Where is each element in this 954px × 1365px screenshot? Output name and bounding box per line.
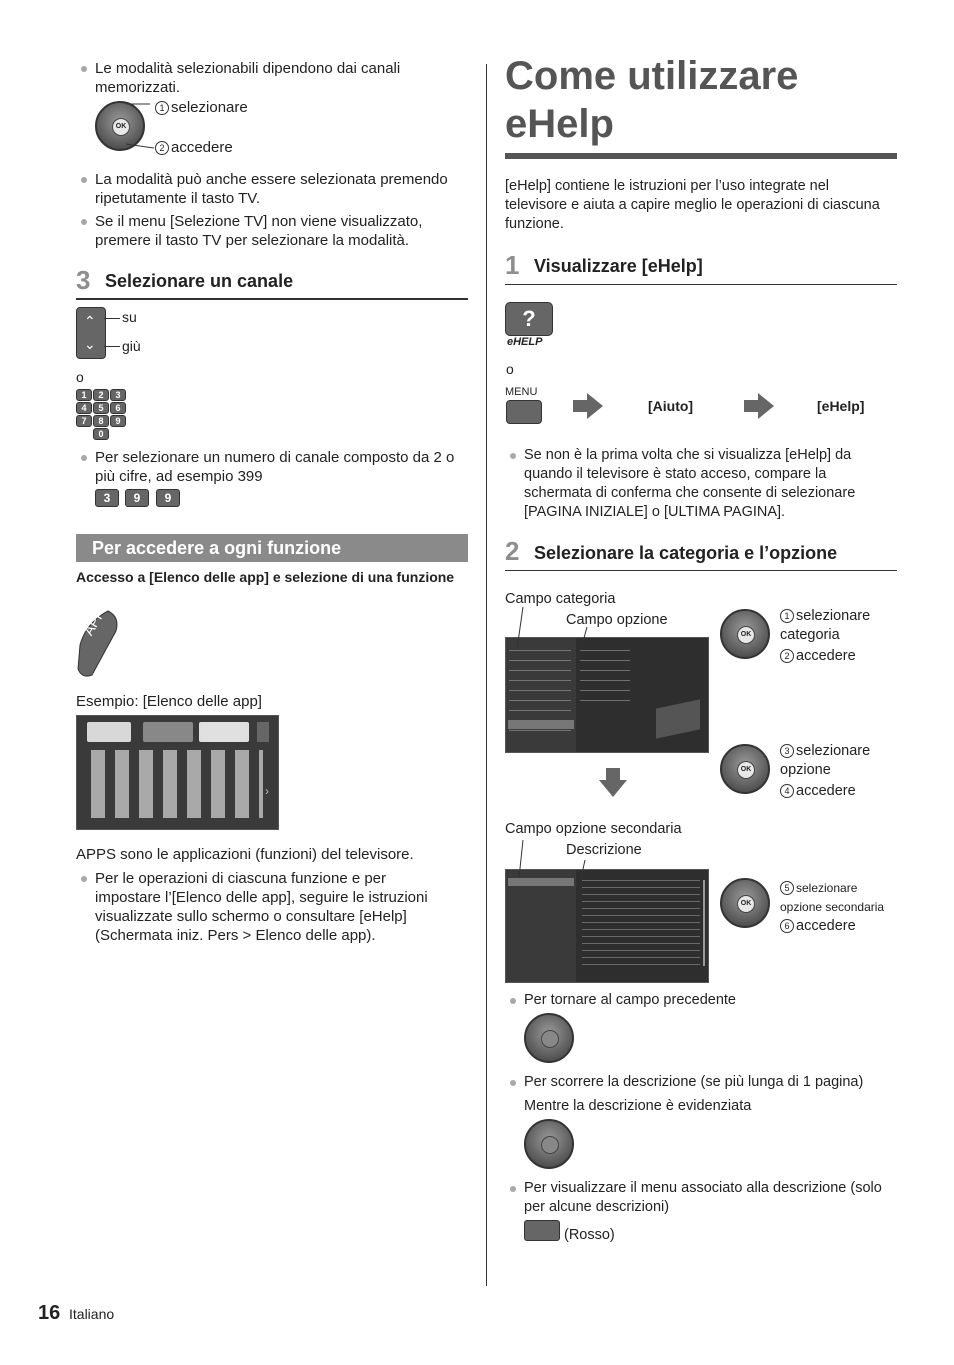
bullet-dot: [510, 453, 516, 459]
circled-number: 1: [780, 609, 794, 623]
app-icon-grid: [91, 750, 263, 818]
ok-icon: OK: [737, 761, 755, 779]
section-header: [76, 534, 468, 562]
section-title: Per accedere a ogni funzione: [92, 538, 342, 558]
label-text: accedere: [796, 648, 856, 664]
circled-number: 5: [780, 881, 794, 895]
circled-number: 2: [155, 141, 169, 155]
label-text: selezionare opzione secondaria: [780, 881, 885, 914]
category-panel: [506, 638, 576, 752]
ehelp-key-label: eHELP: [507, 336, 543, 348]
bullet-text: Per selezionare un numero di canale composto da 2 o più cifre, ad esempio 399: [95, 449, 455, 485]
numkey: 8: [93, 415, 109, 427]
numkey: 1: [76, 389, 92, 401]
ok-label-select: [155, 98, 248, 117]
label-text: selezionare opzione: [780, 743, 871, 778]
arrow-down-icon: [599, 780, 627, 797]
menu-step-ehelp: [eHelp]: [817, 398, 865, 414]
ok-label-enter: [155, 138, 233, 157]
divider: [76, 298, 468, 300]
apps-button-label: APPS: [80, 597, 113, 638]
numkey: 3: [110, 389, 126, 401]
bullet-text: Per visualizzare il menu associato alla descrizione (solo per alcune descrizioni): [524, 1180, 882, 1215]
or-text: o: [506, 361, 514, 377]
label-text: selezionare categoria: [780, 608, 871, 643]
bullet-text: Se il menu [Selezione TV] non viene visualizzato, premere il tasto TV per selezionare la modalità.: [95, 213, 423, 249]
page-title-line: eHelp: [505, 102, 614, 146]
numkey: 9: [110, 415, 126, 427]
example-key: 9: [125, 489, 149, 507]
ok-button-pad: [720, 744, 770, 794]
circled-number: 2: [780, 649, 794, 663]
intro-text: [eHelp] contiene le istruzioni per l’uso integrate nel televisore e aiuta a capire meglio le operazioni di ciascuna funzione.: [505, 178, 880, 232]
app-tile: [199, 722, 249, 742]
channel-key: [76, 307, 106, 359]
circled-number: 6: [780, 919, 794, 933]
bullet-dot: [81, 455, 87, 461]
ehelp-key: ?: [505, 302, 553, 336]
option-list: [580, 650, 630, 710]
example-key: 9: [156, 489, 180, 507]
or-text: o: [76, 369, 84, 385]
numkey: 7: [76, 415, 92, 427]
page-title-line: Come utilizzare: [505, 54, 799, 98]
numkey: 6: [110, 402, 126, 414]
column-divider: [486, 64, 487, 1286]
sub-option-panel: [506, 870, 576, 982]
ok-icon: OK: [112, 118, 130, 136]
ok-label: [780, 879, 900, 917]
apps-list-screenshot: [76, 715, 279, 830]
ok-button-pad: [720, 878, 770, 928]
arrow-right-icon: [587, 393, 603, 419]
description-text-area: [582, 880, 700, 968]
example-label: Esempio: [Elenco delle app]: [76, 693, 262, 710]
ok-icon: OK: [737, 895, 755, 913]
bullet-text: Per tornare al campo precedente: [524, 992, 736, 1008]
menu-key-label: MENU: [505, 386, 538, 398]
ok-button-pad: [524, 1119, 574, 1169]
ok-icon: [541, 1030, 559, 1048]
apps-desc: APPS sono le applicazioni (funzioni) del televisore.: [76, 846, 414, 863]
bullet-dot: [81, 876, 87, 882]
chevron-down-icon: ⌄: [84, 336, 96, 352]
circled-number: 1: [155, 101, 169, 115]
menu-key: [506, 400, 542, 424]
circled-number: 4: [780, 784, 794, 798]
app-tile: [143, 722, 193, 742]
label-descrizione: Descrizione: [566, 842, 642, 858]
sub-text: Mentre la descrizione è evidenziata: [524, 1098, 752, 1114]
page-number: 16: [38, 1302, 61, 1324]
ok-icon: OK: [737, 626, 755, 644]
circled-number: 3: [780, 744, 794, 758]
numkey: 5: [93, 402, 109, 414]
callout-line: [104, 318, 120, 319]
divider: [505, 284, 897, 285]
footer-language: Italiano: [69, 1306, 115, 1322]
numkey: 0: [93, 428, 109, 440]
book-illustration: [656, 699, 700, 738]
bullet-dot: [81, 219, 87, 225]
label-campo-opzione: Campo opzione: [566, 612, 668, 628]
callout-lines: [505, 838, 605, 883]
bullet-dot: [81, 177, 87, 183]
label-campo-categoria: Campo categoria: [505, 591, 616, 607]
red-key-label: (Rosso): [564, 1227, 615, 1243]
step-number: 1: [505, 250, 520, 280]
chevron-up-icon: ⌃: [84, 313, 96, 329]
bullet-text: La modalità può anche essere selezionata premendo ripetutamente il tasto TV.: [95, 171, 448, 207]
ok-label: [780, 742, 892, 780]
label-text: accedere: [796, 783, 856, 799]
numkey: 4: [76, 402, 92, 414]
category-selected: [508, 720, 574, 729]
label-down: giù: [122, 338, 141, 354]
menu-step-aiuto: [Aiuto]: [648, 398, 694, 414]
divider: [505, 570, 897, 571]
callout-lines: [505, 605, 605, 655]
label-campo-secondaria: Campo opzione secondaria: [505, 821, 682, 837]
bullet-dot: [510, 1080, 516, 1086]
scrollbar: [703, 880, 705, 966]
bullet-dot: [81, 66, 87, 72]
bullet-dot: [510, 1186, 516, 1192]
bullet-text: Per scorrere la descrizione (se più lunga di 1 pagina): [524, 1074, 864, 1090]
ok-button-pad: [720, 609, 770, 659]
arrow-right-icon: [573, 400, 587, 412]
ok-label: [780, 607, 892, 645]
apps-heading: Accesso a [Elenco delle app] e selezione di una funzione: [76, 569, 455, 585]
chevron-right-icon: ›: [265, 784, 269, 798]
arrow-right-icon: [758, 393, 774, 419]
step-title: Selezionare un canale: [105, 271, 294, 291]
step-number: 2: [505, 536, 520, 566]
ok-button-pad: [524, 1013, 574, 1063]
arrow-down-icon: [606, 768, 620, 780]
bullet-text: Le modalità selezionabili dipendono dai canali memorizzati.: [95, 60, 401, 96]
red-key: [524, 1220, 560, 1241]
app-tile: [87, 722, 131, 742]
bullet-text: Se non è la prima volta che si visualizza [eHelp] da quando il televisore è stato acceso, compare la schermata di conferma che consente di selezionare [PAGINA INIZIALE] o [ULTIMA PAGINA].: [524, 447, 856, 520]
label-text: accedere: [171, 139, 233, 156]
bullet-dot: [510, 998, 516, 1004]
label-text: accedere: [796, 918, 856, 934]
arrow-right-icon: [744, 400, 758, 412]
callout-lines: [118, 100, 158, 152]
ok-label: [780, 782, 856, 801]
step-title: Visualizzare [eHelp]: [534, 256, 703, 276]
numkey: 2: [93, 389, 109, 401]
ok-label: [780, 917, 856, 936]
label-text: selezionare: [171, 99, 248, 116]
example-key: 3: [95, 489, 119, 507]
title-underline: [505, 153, 897, 159]
ok-label: [780, 647, 856, 666]
app-tile: [257, 722, 269, 742]
page-title: [505, 52, 798, 148]
bullet-text: Per le operazioni di ciascuna funzione e per impostare l’[Elenco delle app], seguire le istruzioni visualizzate sullo schermo o consultare [eHelp] (Schermata iniz. Pers > Elenco delle app).: [95, 870, 428, 944]
ok-icon: [541, 1136, 559, 1154]
step-number: 3: [76, 265, 91, 295]
ehelp-description-screenshot: [505, 869, 709, 983]
label-up: su: [122, 309, 137, 325]
step-title: Selezionare la categoria e l’opzione: [534, 543, 838, 563]
callout-line: [104, 346, 120, 347]
